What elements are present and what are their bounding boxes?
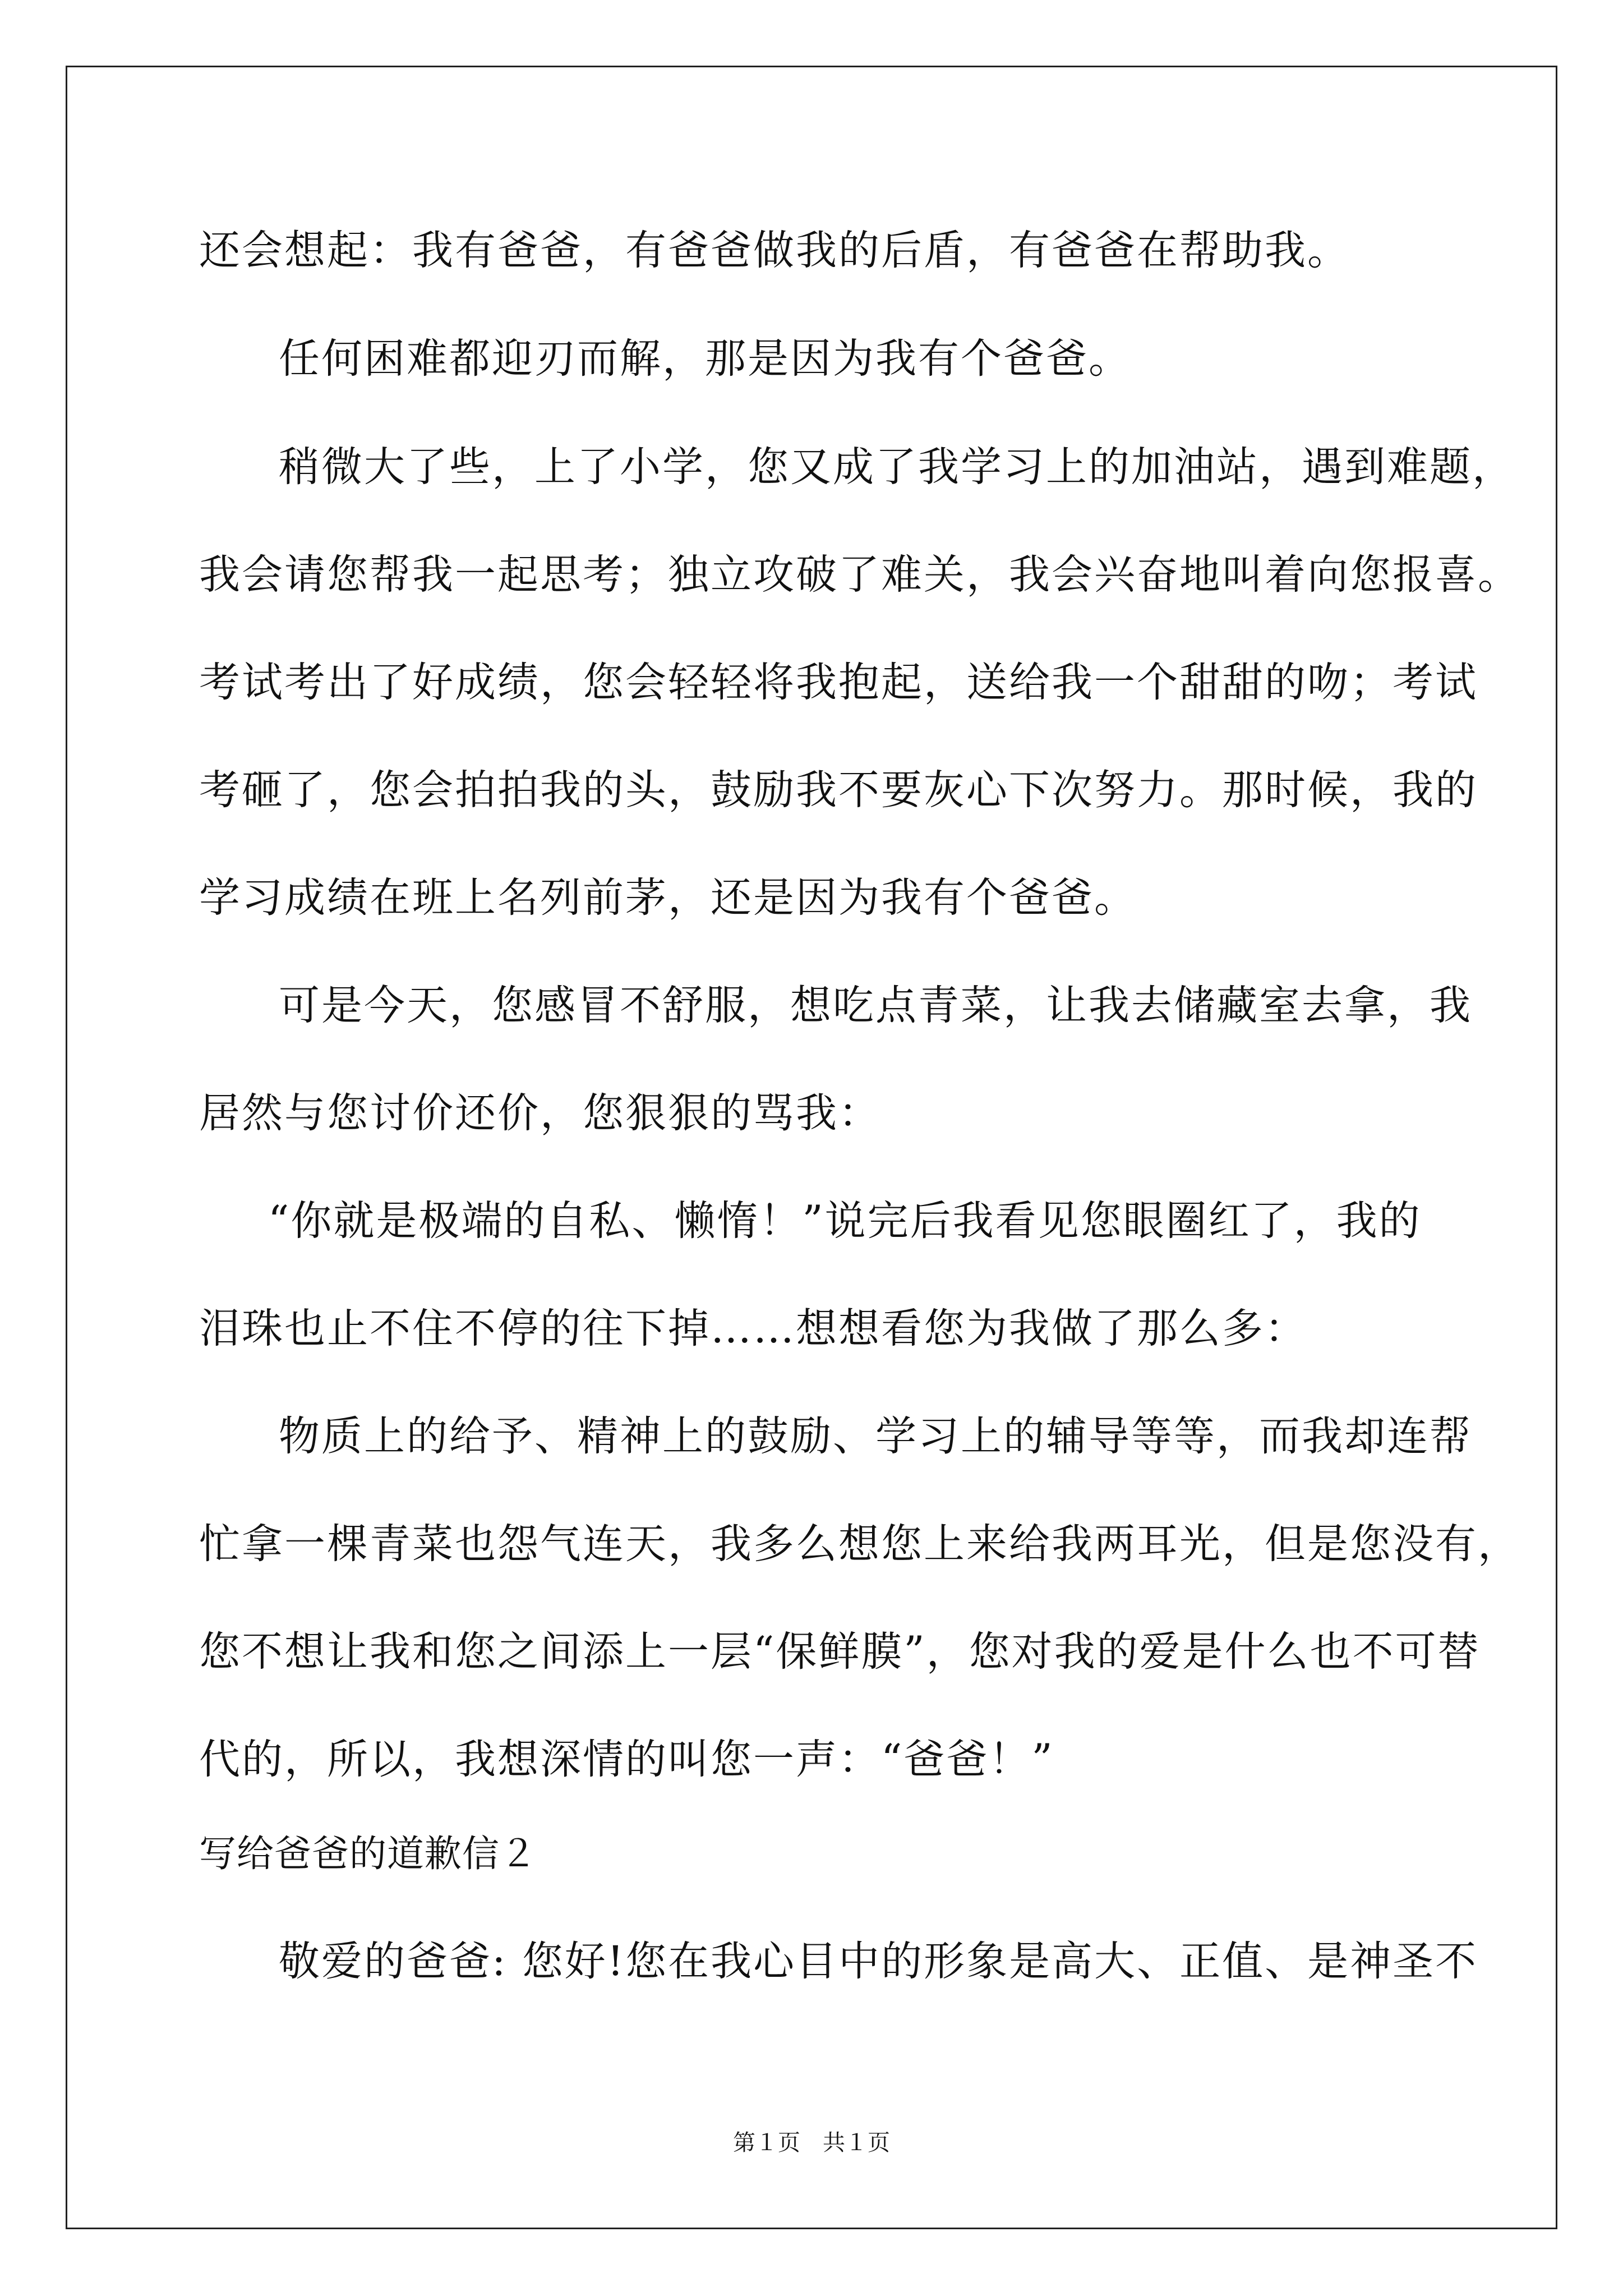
text-line-2: 任何困难都迎刃而解，那是因为我有个爸爸。 [279, 335, 1131, 383]
text-line-8: 可是今天，您感冒不舒服，想吃点青菜，让我去储藏室去拿，我 [279, 982, 1472, 1029]
page-footer: 第１页 共１页 [733, 2130, 890, 2156]
text-line-10: “你就是极端的自私、懒惰！”说完后我看见您眼圈红了，我的 [268, 1197, 1422, 1245]
text-line-5: 考试考出了好成绩，您会轻轻将我抱起，送给我一个甜甜的吻；考试 [199, 659, 1478, 706]
text-line-7: 学习成绩在班上名列前茅，还是因为我有个爸爸。 [199, 874, 1137, 922]
text-line-4: 我会请您帮我一起思考；独立攻破了难关，我会兴奋地叫着向您报喜。 [199, 551, 1520, 599]
text-line-11: 泪珠也止不住不停的往下掉……想想看您为我做了那么多： [199, 1305, 1307, 1352]
text-line-3: 稍微大了些，上了小学，您又成了我学习上的加油站，遇到难题， [279, 443, 1515, 491]
text-line-15: 代的，所以，我想深情的叫您一声：“爸爸！” [199, 1736, 1054, 1783]
page-border [66, 66, 1557, 2229]
section-heading: 写给爸爸的道歉信２ [199, 1832, 537, 1875]
text-line-1: 还会想起：我有爸爸，有爸爸做我的后盾，有爸爸在帮助我。 [199, 227, 1350, 274]
text-line-9: 居然与您讨价还价，您狠狠的骂我： [199, 1089, 881, 1137]
text-line-14: 您不想让我和您之间添上一层“保鲜膜”，您对我的爱是什么也不可替 [199, 1628, 1481, 1676]
text-line-16: 敬爱的爸爸: 您好!您在我心目中的形象是高大、正值、是神圣不 [279, 1938, 1478, 1985]
text-line-6: 考砸了，您会拍拍我的头，鼓励我不要灰心下次努力。那时候，我的 [199, 766, 1478, 814]
text-line-13: 忙拿一棵青菜也怨气连天，我多么想您上来给我两耳光，但是您没有， [199, 1520, 1520, 1568]
text-line-12: 物质上的给予、精神上的鼓励、学习上的辅导等等，而我却连帮 [279, 1412, 1472, 1460]
